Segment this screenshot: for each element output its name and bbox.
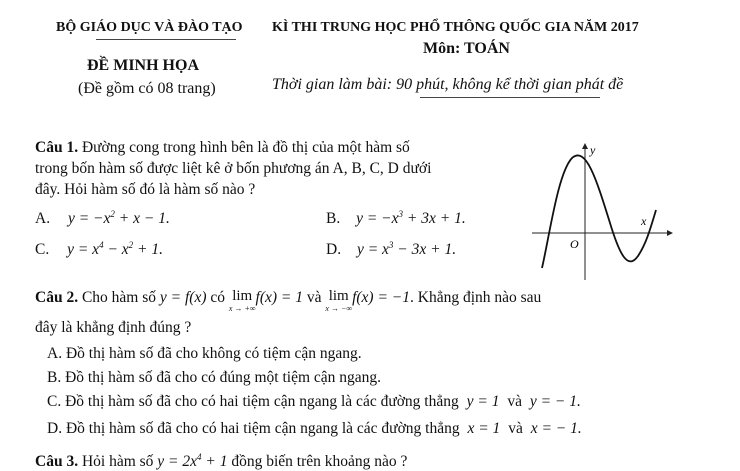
q1-option-a-formula: $y = -x^2 + x - 1$.: [67, 209, 170, 228]
q2-limit1-expr: f(x) = 1: [255, 289, 304, 306]
q3-line1: [35, 452, 407, 471]
q1-line3: đây. Hỏi hàm số đó là hàm số nào ?: [35, 181, 256, 198]
q2-option-d-eq2: x = − 1.: [530, 420, 582, 437]
q2-option-a[interactable]: A. Đồ thị hàm số đã cho không có tiệm cận ngang.: [47, 345, 362, 362]
q2-limit2-expr: f(x) = −1: [352, 289, 410, 306]
q1-graph: [528, 138, 678, 284]
q1-option-d[interactable]: [326, 240, 456, 259]
q2-limit2: lim x → −∞: [325, 288, 353, 313]
time-limit-underline: [420, 97, 600, 98]
ministry-name: BỘ GIÁO DỤC VÀ ĐÀO TẠO: [56, 20, 243, 35]
time-limit: Thời gian làm bài: 90 phút, không kể thời gian phát đề: [272, 76, 624, 93]
q2-option-c[interactable]: [47, 393, 581, 411]
q2-co: có: [210, 289, 226, 306]
q1-text1: Đường cong trong hình bên là đồ thị của một hàm số: [78, 139, 410, 156]
q2-option-d-va: và: [508, 420, 523, 437]
q2-tail: . Khẳng định nào sau: [410, 289, 542, 306]
q3-function: $y = 2x^4 + 1$: [157, 452, 228, 471]
q2-line1: [35, 289, 541, 313]
cubic-curve: [542, 155, 656, 268]
q3-intro: Hỏi hàm số: [78, 453, 154, 471]
q2-option-d[interactable]: [47, 420, 582, 438]
q2-option-b[interactable]: B. Đồ thị hàm số đã cho có đúng một tiệm cận ngang.: [47, 369, 382, 386]
ministry-underline: [96, 39, 236, 40]
q1-option-b-label: B.: [326, 210, 341, 228]
origin-label: O: [570, 237, 579, 251]
q1-option-b[interactable]: [326, 209, 466, 228]
q1-option-c[interactable]: [35, 240, 163, 259]
q2-intro: Cho hàm số: [78, 289, 157, 306]
q1-label: Câu 1.: [35, 139, 79, 156]
q2-option-c-eq1: y = 1: [466, 393, 500, 410]
q2-function: y = f(x): [159, 289, 207, 306]
y-axis-label: y: [590, 143, 596, 157]
subject-title: Môn: TOÁN: [423, 40, 510, 57]
exam-title: KÌ THI TRUNG HỌC PHỔ THÔNG QUỐC GIA NĂM 2017: [272, 20, 639, 35]
q1-line2: trong bốn hàm số được liệt kê ở bốn phương án A, B, C, D dưới: [35, 160, 432, 177]
q2-option-c-text: C. Đồ thị hàm số đã cho có hai tiệm cận ngang là các đường thẳng: [47, 393, 459, 410]
q2-option-c-eq2: y = − 1.: [529, 393, 581, 410]
q2-limit1: lim x → +∞: [228, 288, 256, 313]
q2-line2: đây là khẳng định đúng ?: [35, 319, 192, 336]
x-axis-label: x: [641, 214, 647, 228]
q1-option-c-label: C.: [35, 241, 50, 259]
q1-option-d-formula: $y = x^3 - 3x + 1$.: [356, 240, 457, 259]
q2-option-c-va: và: [507, 393, 522, 410]
paper-type: ĐỀ MINH HỌA: [87, 57, 199, 74]
q1-option-d-label: D.: [326, 241, 342, 259]
q2-option-d-text: D. Đồ thị hàm số đã cho có hai tiệm cận ngang là các đường thẳng: [47, 420, 460, 437]
q1-line1: [35, 139, 410, 157]
q3-label: Câu 3.: [35, 453, 79, 471]
q1-option-a[interactable]: [35, 209, 170, 228]
q1-option-a-label: A.: [35, 210, 51, 228]
q2-label: Câu 2.: [35, 289, 79, 306]
q3-tail: đồng biến trên khoảng nào ?: [231, 453, 408, 471]
q1-option-c-formula: $y = x^4 - x^2 + 1$.: [67, 240, 163, 259]
q2-va: và: [306, 289, 322, 306]
q2-option-d-eq1: x = 1: [467, 420, 501, 437]
page-count: (Đề gồm có 08 trang): [78, 80, 216, 97]
q1-option-b-formula: $y = -x^3 + 3x + 1$.: [356, 209, 466, 228]
